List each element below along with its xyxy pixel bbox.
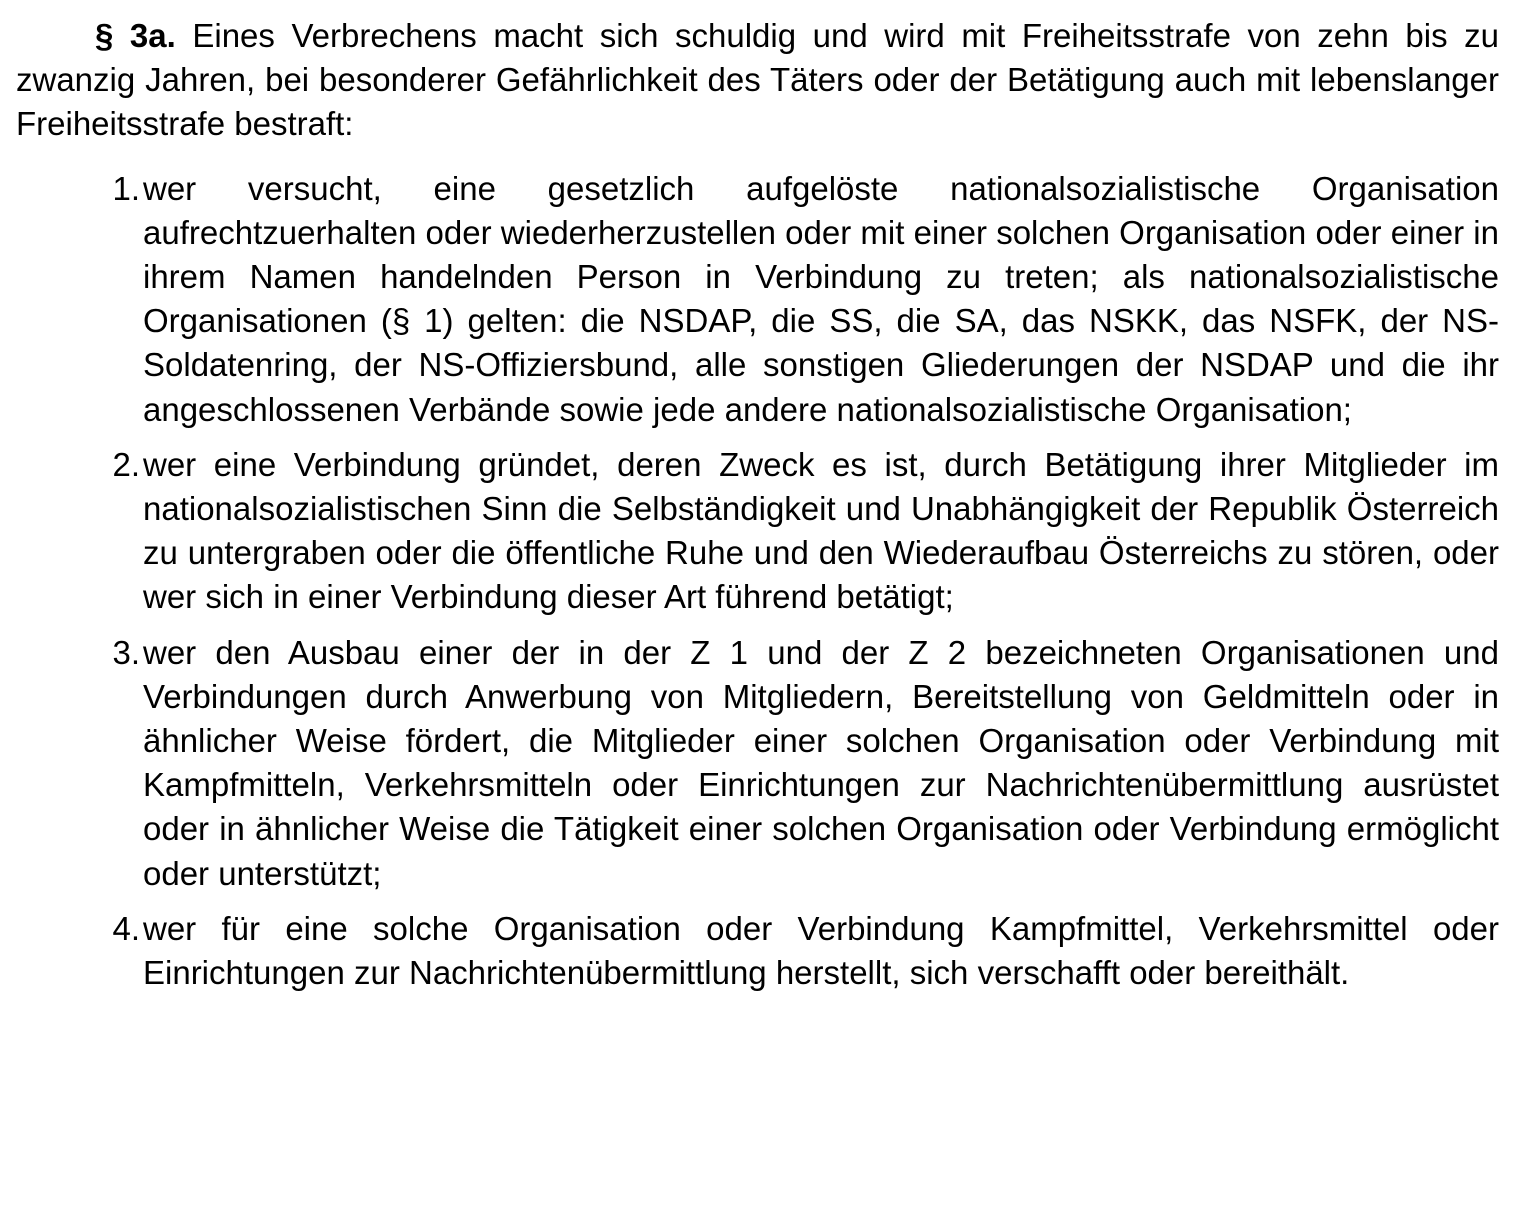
section-number: § 3a.	[95, 17, 176, 54]
list-item	[16, 167, 1499, 432]
clause-list	[16, 167, 1499, 996]
clause-number: 2.	[112, 445, 140, 483]
clause-number: 3.	[112, 633, 140, 671]
clause-text: wer den Ausbau einer der in der Z 1 und der Z 2 bezeichneten Organisationen und Verbindungen durch Anwerbung von Mitgliedern, Bereitstellung von Geldmitteln oder in ähnlicher Weise fördert, die Mitglieder einer solchen Organisation oder Verbindung mit Kampfmitteln, Verkehrsmitteln oder Einrichtungen zur Nachrichtenübermittlung ausrüstet oder in ähnlicher Weise die Tätigkeit einer solchen Organisation oder Verbindung ermöglicht oder unterstützt;	[143, 633, 1499, 892]
clause-number: 1.	[112, 169, 140, 207]
section-intro-text: Eines Verbrechens macht sich schuldig und wird mit Freiheitsstrafe von zehn bis zu zwanzig Jahren, bei besonderer Gefährlichkeit des Täters oder der Betätigung auch mit lebenslanger Freiheitsstrafe bestraft:	[16, 17, 1499, 143]
list-item	[16, 907, 1499, 995]
clause-number: 4.	[112, 909, 140, 947]
list-item	[16, 443, 1499, 620]
list-item	[16, 631, 1499, 896]
section-paragraph	[16, 14, 1499, 147]
clause-text: wer eine Verbindung gründet, deren Zweck es ist, durch Betätigung ihrer Mitglieder im nationalsozialistischen Sinn die Selbständigkeit und Unabhängigkeit der Republik Österreich zu untergraben oder die öffentliche Ruhe und den Wiederaufbau Österreichs zu stören, oder wer sich in einer Verbindung dieser Art führend betätigt;	[143, 445, 1499, 616]
clause-text: wer für eine solche Organisation oder Verbindung Kampfmittel, Verkehrsmittel oder Einrichtungen zur Nachrichtenübermittlung herstellt, sich verschafft oder bereithält.	[143, 909, 1499, 992]
clause-text: wer versucht, eine gesetzlich aufgelöste nationalsozialistische Organisation aufrechtzuerhalten oder wiederherzustellen oder mit einer solchen Organisation oder einer in ihrem Namen handelnden Person in Verbindung zu treten; als nationalsozialistische Organisationen (§ 1) gelten: die NSDAP, die SS, die SA, das NSKK, das NSFK, der NS-Soldatenring, der NS-Offiziersbund, alle sonstigen Gliederungen der NSDAP und die ihr angeschlossenen Verbände sowie jede andere nationalsozialistische Organisation;	[143, 169, 1499, 428]
